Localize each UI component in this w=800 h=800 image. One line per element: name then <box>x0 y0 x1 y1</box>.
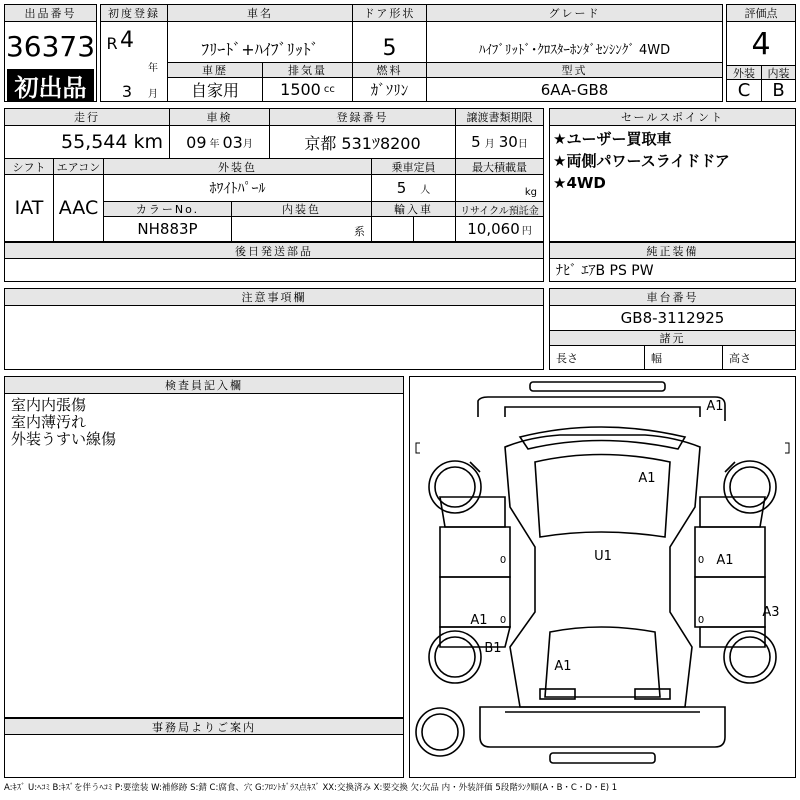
sales-point-item: ★4WD <box>553 174 606 192</box>
mileage-unit: km <box>133 131 163 153</box>
dims-label: 諸元 <box>550 330 795 346</box>
interior-color-cell <box>231 217 371 241</box>
color-no-label: カラーNo. <box>103 201 231 217</box>
car-outline-diagram <box>410 377 795 777</box>
recycle-cell <box>455 217 543 241</box>
transfer-cell <box>455 126 543 158</box>
inspection-year-unit: 年 <box>209 138 220 150</box>
inspector-label: 検査員記入欄 <box>5 377 403 394</box>
office-block <box>4 718 404 778</box>
displacement-cell <box>262 78 352 101</box>
later-parts-label: 後日発送部品 <box>5 243 543 259</box>
shift-label: シフト <box>5 158 53 175</box>
shift: IAT <box>14 197 44 219</box>
equipment-value: ﾅﾋﾞ ｴｱB PS PW <box>556 263 654 279</box>
inspector-notes <box>11 397 116 448</box>
fuel: ｶﾞｿﾘﾝ <box>352 78 426 101</box>
load-unit: kg <box>524 187 537 198</box>
damage-mark: B1 <box>484 640 502 656</box>
displacement-unit: cc <box>323 84 335 95</box>
recycle-unit: 円 <box>521 225 532 237</box>
grade-label: グレード <box>426 5 722 22</box>
damage-mark: A1 <box>706 398 724 414</box>
recycle: 10,060 <box>467 220 520 238</box>
first-reg-year: 4 <box>120 27 134 53</box>
sales-point-item: ★両側パワースライドドア <box>553 152 730 170</box>
zero-mark: 0 <box>499 554 507 566</box>
inspection-year: 09 <box>186 132 207 152</box>
chassis-number: GB8-3112925 <box>620 309 725 327</box>
lot-label: 出品番号 <box>5 5 96 22</box>
car-name-label: 車名 <box>167 5 352 22</box>
transfer-month: 5 <box>471 133 481 151</box>
inspection-month-unit: 月 <box>242 138 253 150</box>
lot-number: 36373 <box>5 29 96 63</box>
later-parts-block <box>4 242 544 282</box>
seats-unit: 人 <box>420 184 431 196</box>
damage-mark: A1 <box>638 470 656 486</box>
doors: 5 <box>352 22 426 74</box>
lot-block <box>4 4 97 102</box>
height-label: 高さ <box>722 346 795 369</box>
score-label: 評価点 <box>727 5 795 22</box>
first-listing-badge: 初出品 <box>7 69 94 101</box>
exterior-grade: C <box>737 80 751 101</box>
notes-block <box>4 288 544 370</box>
zero-mark: 0 <box>697 554 705 566</box>
mileage-label: 走行 <box>5 109 169 126</box>
inspector-block <box>4 376 404 718</box>
import-value-2 <box>413 217 455 241</box>
interior-color-unit: 系 <box>354 225 365 238</box>
equipment-label: 純正装備 <box>550 243 795 259</box>
recycle-label: リサイクル預託金 <box>455 201 543 217</box>
history-label: 車歴 <box>167 62 262 78</box>
first-reg-label: 初度登録 <box>101 5 167 22</box>
fuel-label: 燃料 <box>352 62 426 78</box>
plate-label: 登録番号 <box>269 109 455 126</box>
era: R <box>106 33 118 53</box>
damage-legend: A:ｷｽﾞ U:ﾍｺﾐ B:ｷｽﾞを伴うﾍｺﾐ P:要塗装 W:補修跡 S:錆 C:腐食、穴 G:ﾌﾛﾝﾄｶﾞﾗｽ点ｷｽﾞ XX:交換済み X:要交換 欠:欠品 内・外装評価 5段階ﾗﾝｸ順(A・B・C・D・E) 1 <box>4 783 618 793</box>
notes-label: 注意事項欄 <box>5 289 543 306</box>
seats: 5 <box>396 179 407 197</box>
seats-cell <box>371 175 455 201</box>
header-table <box>100 4 723 102</box>
damage-diagram <box>409 376 796 778</box>
seats-label: 乗車定員 <box>371 158 455 175</box>
load-label: 最大積載量 <box>455 158 543 175</box>
damage-mark: A1 <box>470 612 488 628</box>
grade: ﾊｲﾌﾞﾘｯﾄﾞ･ｸﾛｽﾀｰﾎﾝﾀﾞｾﾝｼﾝｸﾞ 4WD <box>426 22 722 74</box>
import-value <box>371 217 413 241</box>
score: 4 <box>751 27 771 62</box>
interior-grade: B <box>761 80 795 101</box>
vehicle-details-table <box>4 108 544 242</box>
zero-mark: 0 <box>499 614 507 626</box>
sales-point-label: セールスポイント <box>550 109 795 126</box>
score-block <box>726 4 796 102</box>
interior-label: 内装 <box>761 65 795 80</box>
damage-mark: U1 <box>594 548 612 564</box>
load-cell <box>455 175 543 201</box>
import-label: 輸入車 <box>371 201 455 217</box>
zero-mark: 0 <box>697 614 705 626</box>
chassis-block <box>549 288 796 370</box>
damage-mark: A3 <box>762 604 780 620</box>
inspection-label: 車検 <box>169 109 269 126</box>
displacement: 1500 <box>280 80 321 99</box>
damage-mark: A1 <box>554 658 572 674</box>
mileage: 55,544 <box>61 131 128 153</box>
transfer-day: 30 <box>498 133 518 151</box>
mileage-cell <box>5 126 169 158</box>
office-label: 事務局よりご案内 <box>5 719 403 735</box>
car-name: ﾌﾘｰﾄﾞ+ﾊｲﾌﾞﾘｯﾄﾞ <box>167 22 352 74</box>
plate: 京都 531ﾂ8200 <box>269 126 455 158</box>
first-reg-month: 3 <box>121 81 133 101</box>
transfer-month-unit: 月 <box>484 138 495 150</box>
month-unit: 月 <box>148 88 158 100</box>
year-unit: 年 <box>148 62 158 74</box>
exterior-label: 外装 <box>727 65 761 80</box>
transfer-day-unit: 日 <box>517 138 528 150</box>
ac: AAC <box>53 175 103 241</box>
history: 自家用 <box>167 78 262 101</box>
chassis-label: 車台番号 <box>550 289 795 306</box>
inspection-cell <box>169 126 269 158</box>
color: ﾎﾜｲﾄﾊﾟｰﾙ <box>103 175 371 201</box>
door-label: ドア形状 <box>352 5 426 22</box>
length-label: 長さ <box>556 351 578 365</box>
sales-point-block <box>549 108 796 242</box>
inspection-month: 03 <box>222 132 243 152</box>
displacement-label: 排気量 <box>262 62 352 78</box>
inspector-note: 室内薄汚れ <box>11 413 87 431</box>
sales-point-list <box>553 128 730 194</box>
interior-color-label: 内装色 <box>231 201 371 217</box>
inspector-note: 室内内張傷 <box>11 396 87 414</box>
sales-point-item: ★ユーザー買取車 <box>553 130 672 148</box>
ac-label: エアコン <box>53 158 103 175</box>
width-label: 幅 <box>644 346 722 369</box>
transfer-label: 譲渡書類期限 <box>455 109 543 126</box>
model: 6AA-GB8 <box>426 78 722 101</box>
color-label: 外装色 <box>103 158 371 175</box>
equipment-block <box>549 242 796 282</box>
model-label: 型式 <box>426 62 722 78</box>
color-no: NH883P <box>103 217 231 241</box>
damage-mark: A1 <box>716 552 734 568</box>
inspector-note: 外装うすい線傷 <box>11 430 117 448</box>
